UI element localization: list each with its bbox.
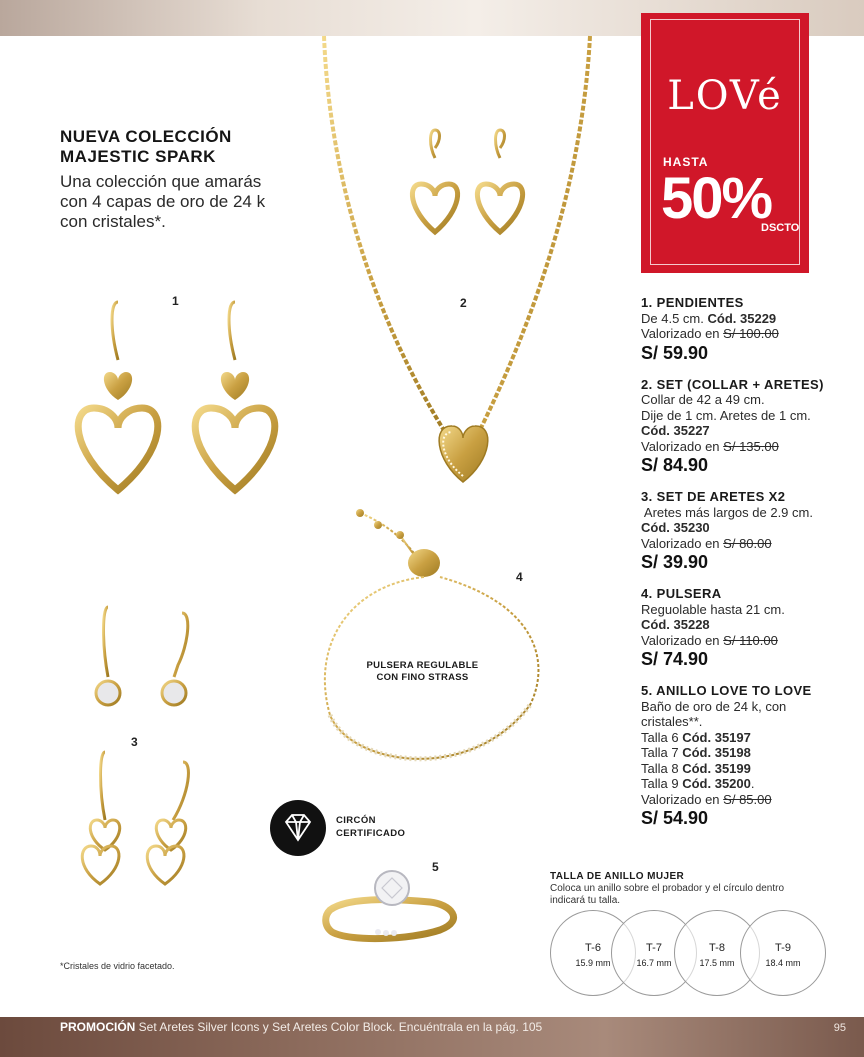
product-title: 2. SET (COLLAR + ARETES) bbox=[641, 376, 824, 392]
valor-label: Valorizado en bbox=[641, 791, 720, 807]
product-price: S/ 39.90 bbox=[641, 552, 709, 572]
circon-label-line1: CIRCÓN bbox=[336, 815, 376, 826]
product-code-line bbox=[641, 520, 841, 536]
talla-label: Talla 6 bbox=[641, 729, 679, 745]
valor-label: Valorizado en bbox=[641, 326, 720, 341]
code-label: Cód. bbox=[707, 310, 737, 326]
code-label: Cód. bbox=[682, 745, 712, 760]
circon-label-line2: CERTIFICADO bbox=[336, 828, 406, 839]
item-number-4: 4 bbox=[516, 570, 523, 584]
product-desc: De 4.5 cm. bbox=[641, 310, 704, 326]
valor-label: Valorizado en bbox=[641, 535, 720, 551]
code-label: Cód. bbox=[682, 776, 712, 791]
ring-image bbox=[320, 860, 470, 945]
product-code: 35230 bbox=[673, 520, 710, 535]
page-number: 95 bbox=[833, 1022, 846, 1034]
old-price: S/ 85.00 bbox=[723, 791, 772, 807]
old-price: S/ 135.00 bbox=[723, 438, 779, 454]
product-value bbox=[641, 633, 841, 649]
product-desc-code bbox=[641, 311, 841, 327]
product-title: 3. SET DE ARETES X2 bbox=[641, 489, 786, 504]
diamond-icon-shape bbox=[270, 800, 326, 856]
talla-label: Talla 7 bbox=[641, 745, 679, 760]
ring-size-circle-t9 bbox=[740, 910, 826, 996]
bracelet-image bbox=[300, 505, 550, 785]
product-code: 35197 bbox=[714, 729, 751, 745]
product-code: 35200 bbox=[714, 776, 751, 791]
product-title: 5. ANILLO LOVE TO LOVE bbox=[641, 683, 812, 698]
product-price: S/ 54.90 bbox=[641, 808, 709, 828]
ring-size-label: T-8 bbox=[709, 942, 725, 954]
promo-footer bbox=[60, 1020, 542, 1034]
bracelet-callout bbox=[355, 660, 490, 684]
product-desc: Collar de 42 a 49 cm. bbox=[641, 392, 765, 407]
product-2 bbox=[641, 377, 841, 477]
code-label: Cód. bbox=[682, 760, 712, 776]
item-number-1: 1 bbox=[172, 294, 179, 308]
product-desc: Reguolable hasta 21 cm. bbox=[641, 601, 785, 617]
old-price: S/ 80.00 bbox=[723, 535, 772, 551]
circon-label bbox=[336, 814, 405, 840]
product-title: 4. PULSERA bbox=[641, 586, 722, 601]
ring-size-label: T-6 bbox=[585, 942, 601, 954]
bracelet-callout-line1: PULSERA REGULABLE bbox=[366, 660, 479, 671]
ring-size-label: T-7 bbox=[646, 942, 662, 954]
code-label: Cód. bbox=[641, 617, 670, 632]
product-price: S/ 84.90 bbox=[641, 455, 709, 475]
ring-size-mm: 16.7 mm bbox=[636, 958, 672, 968]
crystal-drop-earrings-image bbox=[90, 605, 205, 715]
product-1 bbox=[641, 295, 841, 364]
product-code: 35198 bbox=[714, 745, 751, 760]
product-desc: cristales**. bbox=[641, 714, 703, 729]
talla-label: Talla 9 bbox=[641, 776, 679, 791]
old-price: S/ 100.00 bbox=[723, 326, 779, 341]
collection-title bbox=[60, 127, 232, 167]
love-discount-badge bbox=[641, 13, 809, 273]
item-number-3: 3 bbox=[131, 735, 138, 749]
heart-drop-earrings-image bbox=[70, 300, 285, 500]
product-code: 35227 bbox=[673, 423, 710, 438]
ring-size-note: Coloca un anillo sobre el probador y el círculo dentro indicará tu talla. bbox=[550, 883, 785, 906]
talla-label: Talla 8 bbox=[641, 760, 679, 776]
valor-label: Valorizado en bbox=[641, 632, 720, 648]
product-code-line bbox=[641, 617, 841, 633]
product-5 bbox=[641, 683, 841, 829]
product-value bbox=[641, 536, 841, 552]
product-4 bbox=[641, 586, 841, 670]
product-value bbox=[641, 792, 841, 808]
code-label: Cód. bbox=[641, 423, 670, 438]
double-heart-earrings-image bbox=[75, 750, 200, 890]
product-desc: Baño de oro de 24 k, con bbox=[641, 698, 787, 714]
product-price: S/ 74.90 bbox=[641, 649, 709, 669]
code-label: Cód. bbox=[682, 729, 712, 745]
valor-label: Valorizado en bbox=[641, 438, 720, 454]
ring-size-label: T-9 bbox=[775, 942, 791, 954]
collection-text-line2: con 4 capas de oro de 24 k bbox=[60, 192, 266, 211]
collection-description bbox=[60, 172, 320, 232]
ring-size-code bbox=[641, 730, 841, 746]
product-title: 1. PENDIENTES bbox=[641, 295, 744, 310]
ring-size-code bbox=[641, 776, 841, 792]
diamond-icon bbox=[270, 800, 326, 856]
ring-size-title: TALLA DE ANILLO MUJER bbox=[550, 871, 685, 882]
collection-text-line3: con cristales*. bbox=[60, 212, 166, 231]
ring-size-mm: 18.4 mm bbox=[765, 958, 801, 968]
collection-text-line1: Una colección que amarás bbox=[60, 172, 262, 191]
badge-hasta: HASTA bbox=[663, 155, 709, 169]
product-value bbox=[641, 439, 841, 455]
promo-label: PROMOCIÓN bbox=[60, 1020, 136, 1034]
badge-dscto: DSCTO bbox=[761, 222, 800, 234]
code-label: Cód. bbox=[641, 520, 670, 535]
code-suffix: . bbox=[750, 776, 755, 791]
ring-size-code bbox=[641, 745, 841, 761]
product-3 bbox=[641, 489, 841, 573]
ring-size-code bbox=[641, 761, 841, 777]
product-desc: Dije de 1 cm. Aretes de 1 cm. bbox=[641, 407, 811, 423]
bracelet-callout-line2: CON FINO STRASS bbox=[376, 672, 469, 683]
product-desc: Aretes más largos de 2.9 cm. bbox=[641, 504, 813, 520]
product-code: 35229 bbox=[740, 310, 777, 326]
love-logo: LOVé bbox=[667, 73, 783, 119]
necklace-image bbox=[300, 30, 600, 490]
item-number-2: 2 bbox=[460, 296, 467, 310]
item-number-5: 5 bbox=[432, 860, 439, 874]
product-value bbox=[641, 326, 841, 342]
collection-title-line2: MAJESTIC SPARK bbox=[60, 147, 216, 166]
product-list bbox=[641, 295, 841, 842]
product-code-line bbox=[641, 423, 841, 439]
ring-size-mm: 17.5 mm bbox=[699, 958, 735, 968]
promo-text: Set Aretes Silver Icons y Set Aretes Color Block. Encuéntrala en la pág. 105 bbox=[135, 1020, 543, 1034]
product-code: 35228 bbox=[673, 617, 710, 632]
old-price: S/ 110.00 bbox=[723, 632, 778, 648]
product-price: S/ 59.90 bbox=[641, 342, 709, 363]
heart-stud-earrings-image bbox=[405, 128, 525, 238]
collection-title-line1: NUEVA COLECCIÓN bbox=[60, 127, 232, 146]
badge-percent: 50% bbox=[661, 166, 772, 231]
crystal-footnote: *Cristales de vidrio facetado. bbox=[60, 961, 175, 971]
product-code: 35199 bbox=[714, 760, 751, 776]
ring-size-mm: 15.9 mm bbox=[575, 958, 611, 968]
